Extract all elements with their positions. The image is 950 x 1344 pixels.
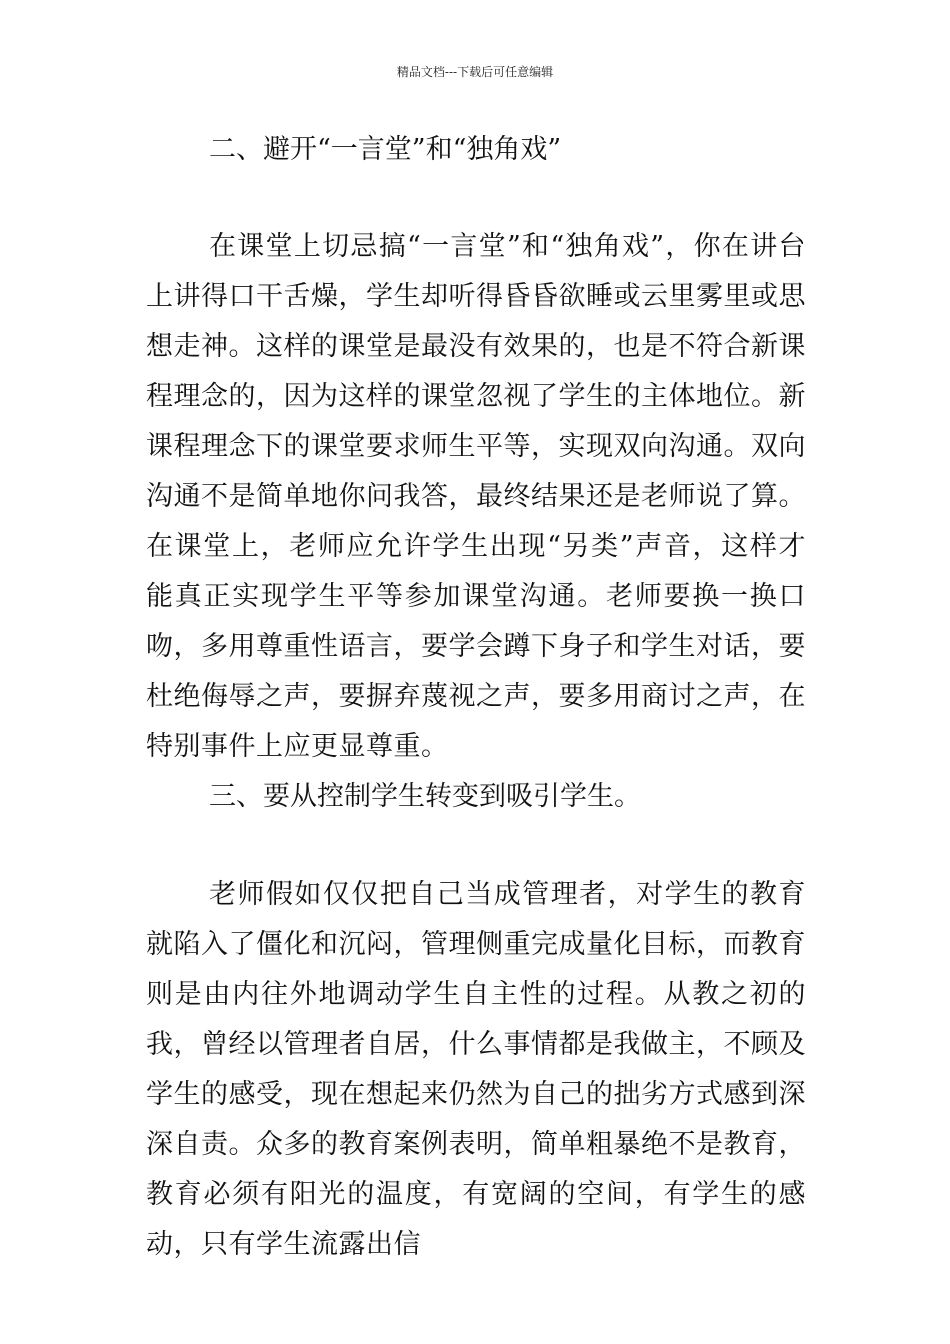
section-paragraph-2: 在课堂上切忌搞“一言堂”和“独角戏”，你在讲台上讲得口干舌燥，学生却听得昏昏欲睡或云里雾里或思想走神。这样的课堂是最没有效果的，也是不符合新课程理念的，因为这样的课堂忽视了学生的主体地位。新课程理念下的课堂要求师生平等，实现双向沟通。双向沟通不是简单地你问我答，最终结果还是老师说了算。在课堂上，老师应允许学生出现“另类”声音，这样才能真正实现学生平等参加课堂沟通。老师要换一换口吻，多用尊重性语言，要学会蹲下身子和学生对话，要杜绝侮辱之声，要摒弃蔑视之声，要多用商讨之声，在特别事件上应更显尊重。 — [146, 231, 806, 762]
section-heading-3: 三、要从控制学生转变到吸引学生。 — [209, 781, 641, 812]
section-heading-2: 二、避开“一言堂”和“独角戏” — [209, 134, 562, 165]
section-paragraph-3: 老师假如仅仅把自己当成管理者，对学生的教育就陷入了僵化和沉闷，管理侧重完成量化目标，而教育则是由内往外地调动学生自主性的过程。从教之初的我，曾经以管理者自居，什么事情都是我做主，不顾及学生的感受，现在想起来仍然为自己的拙劣方式感到深深自责。众多的教育案例表明，简单粗暴绝不是教育，教育必须有阳光的温度，有宽阔的空间，有学生的感动，只有学生流露出信 — [146, 879, 806, 1260]
page-header: 精品文档---下载后可任意编辑 — [396, 65, 554, 79]
